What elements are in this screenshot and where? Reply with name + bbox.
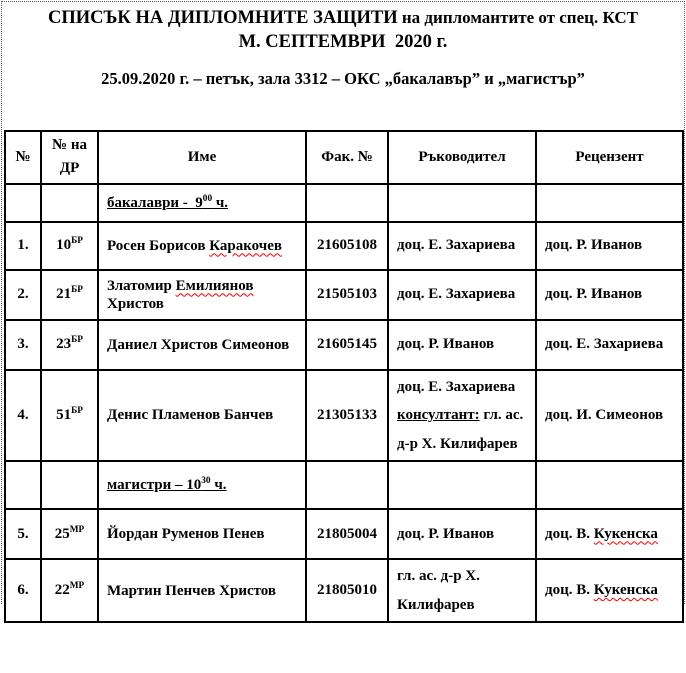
cell-student-name — [98, 370, 306, 462]
text-part: Мартин Пенчев Христов — [107, 582, 277, 599]
text-part: МР — [69, 581, 85, 591]
spellchecked-word: Кукенска — [593, 582, 658, 598]
supervisor-line — [397, 280, 529, 309]
text-part: доц. В. — [545, 582, 594, 598]
table-row — [5, 559, 683, 622]
cell-faculty-number: 21805010 — [306, 559, 388, 622]
cell-dr-number — [41, 509, 98, 559]
table-row — [5, 222, 683, 270]
supervisor-line — [397, 373, 529, 402]
text-part: 23 — [56, 336, 72, 352]
title-month-line: М. СЕПТЕМВРИ 2020 г. — [238, 31, 448, 52]
text-part: 51 — [56, 406, 72, 423]
cell-student-name — [98, 320, 306, 370]
text-part: доц. Е. Захариева — [397, 237, 516, 254]
text-part: Килифарев — [397, 596, 475, 613]
cell-faculty-number: 21805004 — [306, 509, 388, 559]
cell-row-number: 2. — [5, 270, 41, 320]
supervisor-line — [397, 591, 529, 620]
cell-dr-number — [41, 370, 98, 462]
empty-cell — [41, 184, 98, 222]
column-header-line: Фак. № — [321, 148, 373, 165]
text-part: БР — [71, 335, 83, 345]
text-part: доц. Р. Иванов — [545, 237, 643, 253]
empty-cell — [5, 184, 41, 222]
text-part: д-р Х. Килифарев — [397, 435, 518, 452]
text-part: 21 — [56, 286, 72, 302]
cell-supervisor — [388, 270, 536, 320]
cell-row-number: 3. — [5, 320, 41, 370]
text-part: 00 — [202, 193, 213, 204]
text-part: Росен Борисов — [107, 237, 210, 254]
cell-supervisor — [388, 370, 536, 462]
cell-student-name — [98, 222, 306, 270]
table-row — [5, 320, 683, 370]
title-main: СПИСЪК НА ДИПЛОМНИТЕ ЗАЩИТИ — [48, 8, 398, 28]
text-part: доц. Е. Захариева — [545, 336, 664, 352]
cell-faculty-number: 21605108 — [306, 222, 388, 270]
column-header — [388, 131, 536, 184]
table-row — [5, 370, 683, 462]
section-label-cell — [98, 461, 306, 509]
text-part: БР — [71, 285, 83, 295]
column-header — [41, 131, 98, 184]
column-header-line: Ръководител — [418, 148, 506, 165]
cell-reviewer — [536, 270, 683, 320]
text-part: БР — [71, 405, 83, 416]
empty-cell — [388, 461, 536, 509]
text-part: Денис Пламенов Банчев — [107, 407, 274, 424]
text-part: 30 — [201, 476, 211, 486]
text-part: 22 — [54, 582, 70, 598]
text-part: Йордан Руменов Пенев — [107, 526, 265, 542]
supervisor-line — [397, 520, 529, 549]
cell-reviewer — [536, 370, 683, 462]
spellchecked-word: Кукенска — [593, 525, 658, 542]
cell-row-number: 1. — [5, 222, 41, 270]
text-part: Христов — [107, 295, 164, 312]
defense-schedule-table — [4, 130, 684, 623]
empty-cell — [306, 461, 388, 509]
column-header-line: № — [15, 148, 31, 165]
cell-reviewer — [536, 222, 683, 270]
supervisor-line — [397, 330, 529, 359]
supervisor-line — [397, 231, 529, 260]
section-label-cell — [98, 184, 306, 222]
cell-dr-number — [41, 320, 98, 370]
cell-supervisor — [388, 320, 536, 370]
cell-reviewer — [536, 509, 683, 559]
title-suffix: на дипломантите от спец. КСТ — [397, 8, 638, 27]
text-part: БР — [71, 236, 83, 246]
text-part: доц. Р. Иванов — [397, 525, 495, 542]
text-part: 25 — [54, 525, 70, 542]
column-header-line: Рецензент — [575, 148, 644, 165]
text-part: МР — [69, 524, 85, 535]
session-info-line: 25.09.2020 г. – петък, зала 3312 – ОКС „бакалавър” и „магистър” — [101, 69, 585, 89]
supervisor-line — [397, 562, 529, 591]
text-part: доц. Е. Захариева — [397, 378, 516, 395]
table-body — [5, 184, 683, 623]
cell-row-number: 4. — [5, 370, 41, 462]
text-part: доц. Р. Иванов — [545, 286, 643, 302]
cell-student-name — [98, 559, 306, 622]
header-row — [5, 131, 683, 184]
cell-student-name — [98, 509, 306, 559]
table-row — [5, 270, 683, 320]
column-header — [306, 131, 388, 184]
text-part: ч. — [212, 194, 229, 211]
text-part: магистри – 10 — [107, 477, 202, 493]
cell-row-number: 6. — [5, 559, 41, 622]
section-label — [107, 195, 228, 211]
text-part: гл. ас. — [479, 407, 524, 423]
empty-cell — [306, 184, 388, 222]
cell-dr-number — [41, 270, 98, 320]
empty-cell — [536, 461, 683, 509]
spellchecked-word: Емилиянов — [175, 277, 254, 294]
empty-cell — [5, 461, 41, 509]
cell-faculty-number: 21605145 — [306, 320, 388, 370]
cell-dr-number — [41, 559, 98, 622]
empty-cell — [388, 184, 536, 222]
cell-faculty-number: 21505103 — [306, 270, 388, 320]
empty-cell — [536, 184, 683, 222]
column-header-line: № на — [52, 137, 87, 153]
section-row — [5, 461, 683, 509]
column-header — [98, 131, 306, 184]
document-header — [0, 7, 686, 89]
column-header — [536, 131, 683, 184]
spellchecked-word: Каракочев — [209, 237, 283, 254]
supervisor-line — [397, 401, 529, 430]
cell-row-number: 5. — [5, 509, 41, 559]
empty-cell — [41, 461, 98, 509]
section-label — [107, 477, 227, 493]
cell-dr-number — [41, 222, 98, 270]
text-part: ч. — [210, 477, 227, 493]
cell-faculty-number: 21305133 — [306, 370, 388, 462]
column-header-line: Име — [187, 148, 217, 165]
cell-supervisor — [388, 509, 536, 559]
text-part: доц. Р. Иванов — [397, 336, 495, 353]
table-header — [5, 131, 683, 184]
text-part: доц. И. Симеонов — [545, 406, 664, 423]
text-part: бакалаври - 9 — [107, 194, 203, 211]
cell-student-name — [98, 270, 306, 320]
text-part: консултант: — [397, 407, 480, 423]
column-header — [5, 131, 41, 184]
document-title — [0, 7, 686, 31]
text-part: 10 — [56, 237, 72, 253]
cell-reviewer — [536, 559, 683, 622]
text-part: доц. Е. Захариева — [397, 286, 516, 303]
text-part: Златомир — [107, 277, 176, 294]
section-row — [5, 184, 683, 222]
column-header-line: ДР — [59, 160, 80, 177]
table-row — [5, 509, 683, 559]
text-part: доц. В. — [545, 525, 594, 542]
cell-supervisor — [388, 559, 536, 622]
cell-supervisor — [388, 222, 536, 270]
text-part: гл. ас. д-р Х. — [397, 568, 480, 584]
supervisor-line — [397, 430, 529, 459]
cell-reviewer — [536, 320, 683, 370]
text-part: Даниел Христов Симеонов — [107, 336, 290, 353]
